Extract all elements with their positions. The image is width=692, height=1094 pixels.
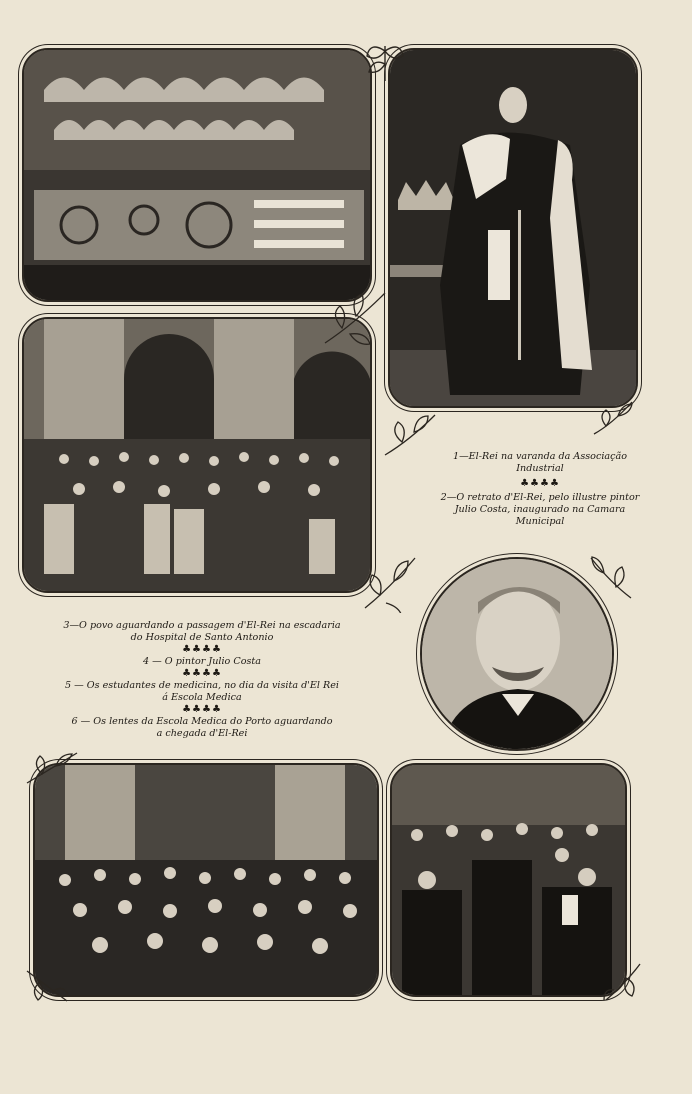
leaf-ornament-icon — [320, 288, 390, 348]
caption-line: a chegada d'El-Rei — [156, 728, 248, 739]
caption-separator: ♣♣♣♣ — [520, 478, 560, 489]
caption-line: Julio Costa, inaugurado na Camara — [454, 504, 626, 515]
caption-line: 1—El-Rei na varanda da Associação — [452, 451, 627, 462]
caption-line: 2—O retrato d'El-Rei, pelo illustre pintor — [440, 492, 640, 503]
leaf-ornament-icon — [360, 36, 410, 86]
caption-separator: ♣♣♣♣ — [182, 704, 222, 715]
photo-medical-school-professors — [390, 763, 627, 997]
leaf-ornament-icon — [600, 960, 646, 1004]
photo-king-portrait — [388, 48, 638, 408]
caption-line: 5 — Os estudantes de medicina, no dia da visita d'El Rei — [65, 680, 339, 691]
leaf-ornament-icon — [22, 966, 72, 1006]
photo-hospital-crowd — [22, 317, 372, 593]
captions-left — [22, 620, 382, 740]
photo-balcony — [22, 48, 372, 302]
caption-line: 4 — O pintor Julio Costa — [143, 656, 261, 667]
caption-separator: ♣♣♣♣ — [182, 644, 222, 655]
caption-line: 3—O povo aguardando a passagem d'El-Rei na escadaria — [63, 620, 341, 631]
caption-line: Municipal — [515, 516, 565, 527]
captions-right — [420, 451, 660, 528]
leaf-ornament-icon — [22, 748, 82, 788]
caption-separator: ♣♣♣♣ — [182, 668, 222, 679]
caption-line: 6 — Os lentes da Escola Medica do Porto aguardando — [71, 716, 333, 727]
leaf-ornament-icon — [360, 553, 420, 613]
sword-icon — [518, 210, 521, 360]
photo-medical-students — [33, 763, 379, 997]
leaf-ornament-icon — [586, 553, 636, 603]
caption-line: Industrial — [516, 463, 564, 474]
caption-line: do Hospital de Santo Antonio — [130, 632, 274, 643]
caption-line: á Escola Medica — [162, 692, 242, 703]
photo-painter-julio-costa — [420, 557, 614, 751]
leaf-ornament-icon — [590, 398, 636, 438]
